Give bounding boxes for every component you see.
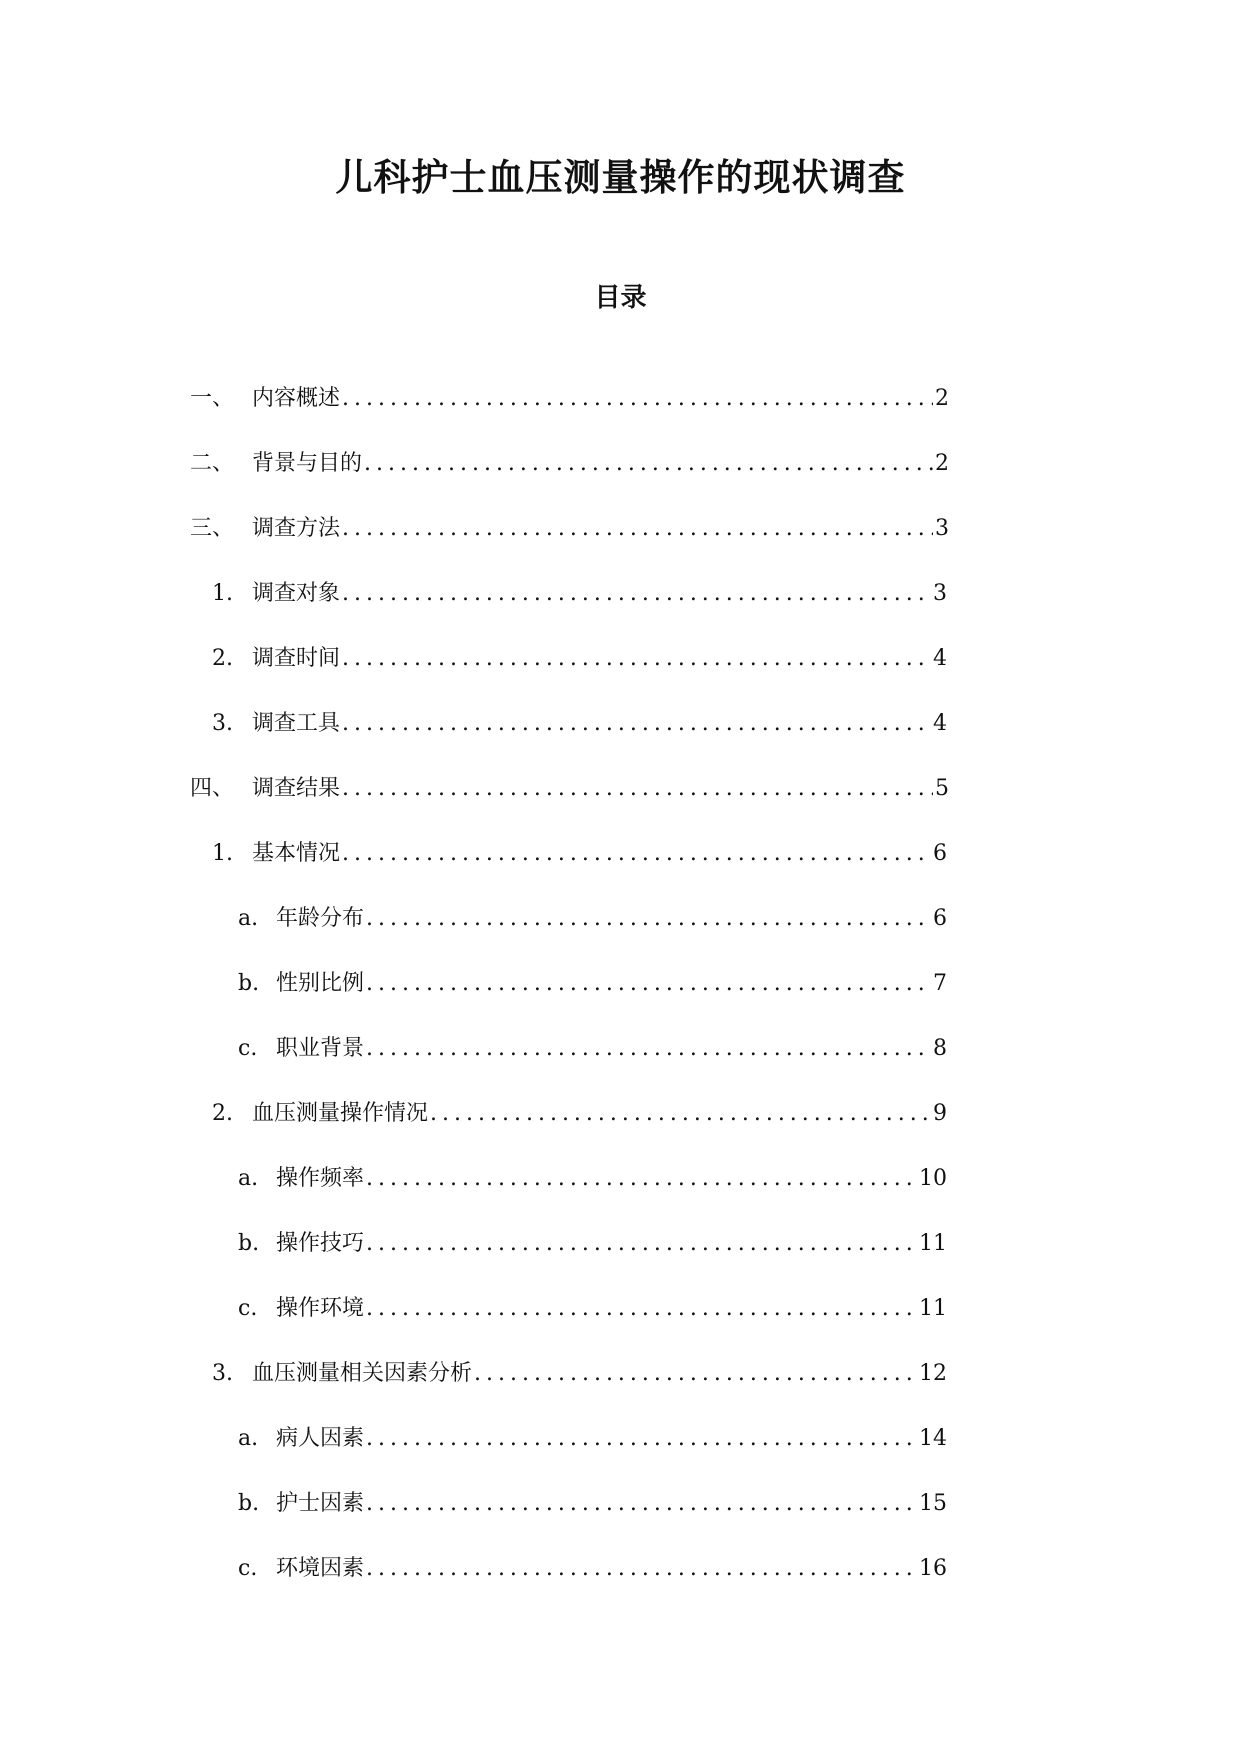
toc-entry-number: b. <box>238 1231 260 1256</box>
toc-entry-text: 年龄分布 <box>276 906 365 931</box>
toc-entry-text: 血压测量相关因素分析 <box>252 1361 473 1386</box>
toc-entry-line <box>252 709 947 739</box>
toc-entry-14[interactable] <box>0 1229 1241 1294</box>
toc-dot-leader <box>366 1424 917 1454</box>
toc-entry-number: 2. <box>212 1101 233 1126</box>
toc-entry-page-number: 6 <box>933 906 947 931</box>
toc-entry-page-number: 2 <box>935 451 949 476</box>
toc-entry-9[interactable] <box>0 904 1241 969</box>
toc-dot-leader <box>364 449 933 479</box>
toc-entry-page-number: 12 <box>919 1361 947 1386</box>
toc-entry-11[interactable] <box>0 1034 1241 1099</box>
toc-entry-16[interactable] <box>0 1359 1241 1424</box>
toc-dot-leader <box>342 384 933 414</box>
toc-entry-line <box>276 1554 947 1584</box>
toc-entry-page-number: 6 <box>933 841 947 866</box>
toc-entry-1[interactable] <box>0 384 1241 449</box>
toc-entry-18[interactable] <box>0 1489 1241 1554</box>
toc-entry-line <box>252 839 947 869</box>
toc-entry-line <box>276 1164 947 1194</box>
toc-entry-7[interactable] <box>0 774 1241 839</box>
toc-dot-leader <box>366 1164 917 1194</box>
toc-entry-page-number: 9 <box>933 1101 947 1126</box>
toc-entry-text: 环境因素 <box>276 1556 365 1581</box>
toc-dot-leader <box>366 1489 917 1519</box>
toc-entry-text: 背景与目的 <box>252 451 363 476</box>
toc-entry-page-number: 14 <box>919 1426 947 1451</box>
toc-entry-number: c. <box>238 1556 258 1581</box>
toc-entry-line <box>276 904 947 934</box>
toc-dot-leader <box>342 709 931 739</box>
toc-dot-leader <box>430 1099 931 1129</box>
toc-dot-leader <box>366 1554 917 1584</box>
toc-entry-line <box>276 969 947 999</box>
toc-entry-number: 三、 <box>190 516 235 541</box>
toc-entry-19[interactable] <box>0 1554 1241 1619</box>
toc-dot-leader <box>366 969 931 999</box>
toc-entry-page-number: 7 <box>933 971 947 996</box>
toc-dot-leader <box>366 1229 917 1259</box>
toc-dot-leader <box>342 644 931 674</box>
toc-dot-leader <box>474 1359 917 1389</box>
toc-entry-13[interactable] <box>0 1164 1241 1229</box>
document-title: 儿科护士血压测量操作的现状调查 <box>335 156 906 199</box>
toc-entry-text: 调查方法 <box>252 516 341 541</box>
toc-entry-page-number: 3 <box>933 581 947 606</box>
toc-entry-number: a. <box>238 1426 259 1451</box>
toc-entry-text: 操作环境 <box>276 1296 365 1321</box>
toc-entry-text: 护士因素 <box>276 1491 365 1516</box>
toc-entry-number: 3. <box>212 711 233 736</box>
toc-entry-line <box>252 579 947 609</box>
toc-entry-text: 调查时间 <box>252 646 341 671</box>
toc-entry-number: a. <box>238 1166 259 1191</box>
toc-dot-leader <box>366 1034 931 1064</box>
toc-dot-leader <box>366 1294 917 1324</box>
toc-entry-text: 操作频率 <box>276 1166 365 1191</box>
toc-entry-number: 二、 <box>190 451 235 476</box>
toc-entry-text: 病人因素 <box>276 1426 365 1451</box>
toc-entry-page-number: 4 <box>933 646 947 671</box>
toc-entry-page-number: 2 <box>935 386 949 411</box>
toc-dot-leader <box>342 579 931 609</box>
toc-entry-8[interactable] <box>0 839 1241 904</box>
toc-entry-text: 调查工具 <box>252 711 341 736</box>
toc-dot-leader <box>366 904 931 934</box>
toc-entry-line <box>276 1229 947 1259</box>
toc-entry-page-number: 11 <box>919 1296 947 1321</box>
toc-entry-number: b. <box>238 971 260 996</box>
table-of-contents <box>0 384 1241 1619</box>
toc-entry-4[interactable] <box>0 579 1241 644</box>
toc-entry-number: 1. <box>212 581 233 606</box>
toc-entry-text: 基本情况 <box>252 841 341 866</box>
toc-entry-page-number: 16 <box>919 1556 947 1581</box>
toc-entry-line <box>252 644 947 674</box>
toc-entry-12[interactable] <box>0 1099 1241 1164</box>
toc-entry-text: 调查结果 <box>252 776 341 801</box>
toc-entry-line <box>276 1294 947 1324</box>
toc-entry-2[interactable] <box>0 449 1241 514</box>
toc-entry-number: a. <box>238 906 259 931</box>
toc-entry-17[interactable] <box>0 1424 1241 1489</box>
toc-entry-line <box>276 1034 947 1064</box>
toc-entry-page-number: 11 <box>919 1231 947 1256</box>
toc-entry-number: 四、 <box>190 776 235 801</box>
toc-entry-line <box>252 384 949 414</box>
toc-entry-number: 一、 <box>190 386 235 411</box>
toc-entry-line <box>252 1099 947 1129</box>
toc-entry-number: 1. <box>212 841 233 866</box>
toc-entry-line <box>252 774 949 804</box>
toc-entry-number: c. <box>238 1036 258 1061</box>
toc-dot-leader <box>342 774 933 804</box>
toc-entry-number: 2. <box>212 646 233 671</box>
toc-entry-number: b. <box>238 1491 260 1516</box>
toc-entry-10[interactable] <box>0 969 1241 1034</box>
toc-entry-line <box>252 1359 947 1389</box>
toc-entry-15[interactable] <box>0 1294 1241 1359</box>
toc-entry-number: 3. <box>212 1361 233 1386</box>
toc-entry-page-number: 8 <box>933 1036 947 1061</box>
toc-entry-3[interactable] <box>0 514 1241 579</box>
toc-entry-page-number: 3 <box>935 516 949 541</box>
toc-entry-text: 操作技巧 <box>276 1231 365 1256</box>
toc-entry-page-number: 5 <box>935 776 949 801</box>
toc-entry-text: 职业背景 <box>276 1036 365 1061</box>
toc-entry-page-number: 15 <box>919 1491 947 1516</box>
toc-entry-page-number: 4 <box>933 711 947 736</box>
toc-heading: 目录 <box>594 283 647 313</box>
toc-entry-line <box>276 1489 947 1519</box>
toc-entry-line <box>252 449 949 479</box>
toc-dot-leader <box>342 839 931 869</box>
toc-entry-text: 内容概述 <box>252 386 341 411</box>
toc-entry-text: 调查对象 <box>252 581 341 606</box>
toc-entry-6[interactable] <box>0 709 1241 774</box>
toc-entry-text: 血压测量操作情况 <box>252 1101 429 1126</box>
toc-entry-page-number: 10 <box>919 1166 947 1191</box>
toc-entry-text: 性别比例 <box>276 971 365 996</box>
toc-entry-number: c. <box>238 1296 258 1321</box>
toc-dot-leader <box>342 514 933 544</box>
toc-entry-line <box>276 1424 947 1454</box>
toc-entry-line <box>252 514 949 544</box>
toc-entry-5[interactable] <box>0 644 1241 709</box>
